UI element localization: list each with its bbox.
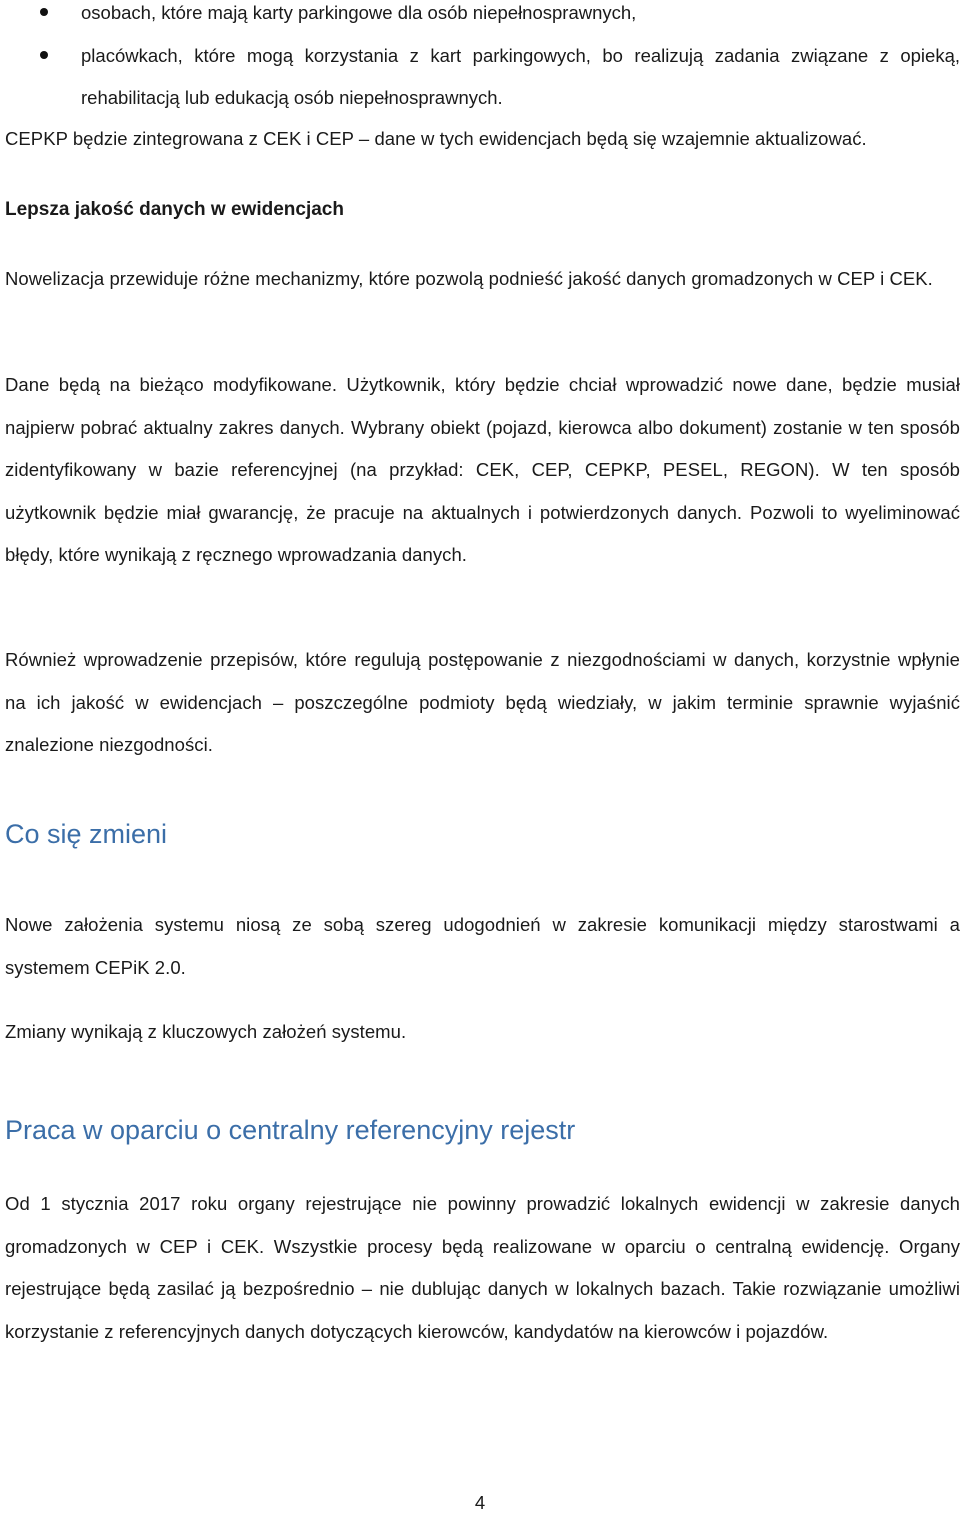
bullet-item [0, 0, 960, 35]
quality-paragraph-1: Nowelizacja przewiduje różne mechanizmy, które pozwolą podnieść jakość danych gromadzonych w CEP i CEK. [5, 268, 933, 289]
changes-paragraph-1: Nowe założenia systemu niosą ze sobą szereg udogodnień w zakresie komunikacji między starostwami a systemem CEPiK 2.0. [5, 914, 960, 978]
bullet-icon [40, 8, 48, 16]
bullet-text: osobach, które mają karty parkingowe dla osób niepełnosprawnych, [81, 2, 637, 23]
bullet-icon [40, 51, 48, 59]
changes-paragraph-2: Zmiany wynikają z kluczowych założeń systemu. [5, 1021, 407, 1042]
bullet-list [0, 0, 960, 120]
bullet-item [0, 35, 960, 120]
quality-paragraph-2: Dane będą na bieżąco modyfikowane. Użytkownik, który będzie chciał wprowadzić nowe dane, będzie musiał najpierw pobrać aktualny zakres danych. Wybrany obiekt (pojazd, kierowca albo dokument) zostanie w ten sposób zidentyfikowany w bazie referencyjnej (na przykład: CEK, CEP, CEPKP, PESEL, REGON). W ten sposób użytkownik będzie miał gwarancję, że pracuje na aktualnych i potwierdzonych danych. Pozwoli to wyeliminować błędy, które wynikają z ręcznego wprowadzania danych. [5, 374, 960, 565]
cepkp-paragraph: CEPKP będzie zintegrowana z CEK i CEP – dane w tych ewidencjach będą się wzajemnie aktualizować. [5, 128, 867, 149]
registry-paragraph-1: Od 1 stycznia 2017 roku organy rejestrujące nie powinny prowadzić lokalnych ewidencji w zakresie danych gromadzonych w CEP i CEK. Wszystkie procesy będą realizowane w oparciu o centralną ewidencję. Organy rejestrujące będą zasilać ją bezpośrednio – nie dublując danych w lokalnych bazach. Takie rozwiązanie umożliwi korzystanie z referencyjnych danych dotyczących kierowców, kandydatów na kierowców i pojazdów. [5, 1193, 960, 1342]
bullet-text: placówkach, które mogą korzystania z kart parkingowych, bo realizują zadania związane z opieką, rehabilitacją lub edukacją osób niepełnosprawnych. [81, 44, 960, 108]
page-number: 4 [474, 1492, 486, 1513]
quality-paragraph-3: Również wprowadzenie przepisów, które regulują postępowanie z niezgodnościami w danych, korzystnie wpłynie na ich jakość w ewidencjach – poszczególne podmioty będą wiedziały, w jakim terminie sprawnie wyjaśnić znalezione niezgodności. [5, 649, 960, 755]
section-heading-quality: Lepsza jakość danych w ewidencjach [5, 199, 344, 220]
section-heading-registry: Praca w oparciu o centralny referencyjny rejestr [5, 1115, 576, 1145]
section-heading-changes: Co się zmieni [5, 819, 168, 849]
